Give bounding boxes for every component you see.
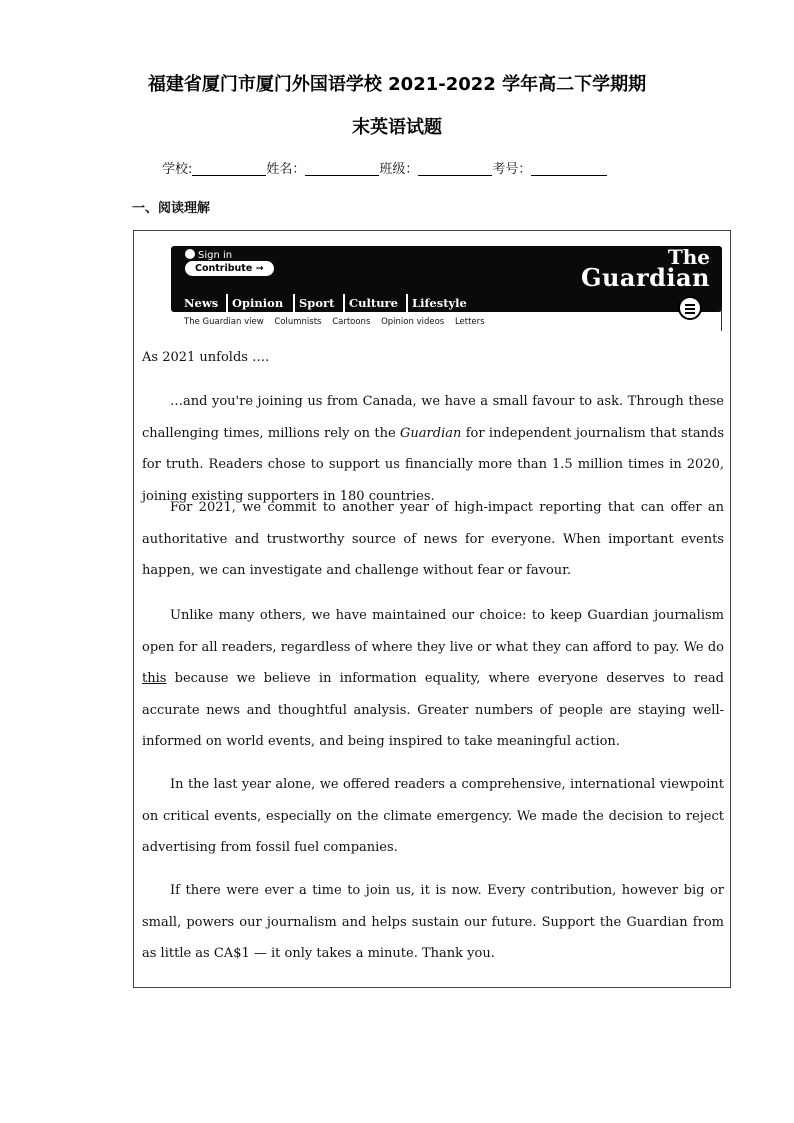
sign-in-link[interactable]: [185, 249, 232, 261]
p3-text-b: because we believe in information equality, where everyone deserves to read accurate news and thoughtful analysis. Greater numbers of people are staying well-informed on world events, and being inspired to take meaningful action.: [142, 671, 724, 749]
nav-news[interactable]: News: [184, 296, 219, 310]
school-blank[interactable]: [192, 161, 266, 176]
article-paragraph-4: In the last year alone, we offered readers a comprehensive, international viewpoint on critical events, especially on the climate emergency. We made the decision to reject advertising from fossil fuel companies.: [142, 777, 724, 855]
sign-in-label: Sign in: [198, 250, 233, 261]
name-blank[interactable]: [305, 161, 379, 176]
nav-separator: [343, 294, 345, 312]
menu-icon[interactable]: [678, 296, 702, 320]
subnav-cartoons[interactable]: Cartoons: [332, 317, 371, 327]
user-icon: [185, 249, 195, 259]
guardian-banner: [171, 246, 722, 331]
exam-title-line1: 福建省厦门市厦门外国语学校 2021-2022 学年高二下学期期: [147, 74, 647, 95]
article-paragraph-5: If there were ever a time to join us, it is now. Every contribution, however big or small, powers our journalism and helps sustain our future. Support the Guardian from as little as CA$1 — it only takes a minute. Thank you.: [142, 883, 724, 961]
nav-sport[interactable]: Sport: [299, 296, 335, 310]
exam-number-label: 考号：: [492, 162, 532, 177]
subnav-letters[interactable]: Letters: [454, 317, 485, 327]
class-label: 班级：: [379, 162, 419, 177]
main-nav: [171, 294, 722, 312]
logo-the: The: [667, 245, 710, 269]
exam-title-line2: 末英语试题: [352, 117, 442, 138]
student-info-fields: [162, 158, 607, 177]
school-label: 学校:: [162, 162, 193, 177]
contribute-button[interactable]: Contribute →: [185, 261, 274, 276]
p1-text-a: …and you're joining us from Canada, we have a small favour to ask. Through these challenging times, millions rely on the: [142, 394, 724, 441]
article-intro: As 2021 unfolds ….: [142, 350, 270, 365]
p1-text-b: for independent journalism that stands for truth. Readers chose to support us financially more than 1.5 million times in 2020, joining existing supporters in 180 countries.: [142, 425, 724, 504]
p3-underlined-this: this: [142, 671, 167, 686]
name-label: 姓名：: [266, 162, 306, 177]
nav-opinion[interactable]: Opinion: [232, 296, 284, 310]
subnav-opinion-videos[interactable]: Opinion videos: [381, 317, 445, 327]
subnav-columnists[interactable]: Columnists: [274, 317, 322, 327]
section-heading: 一、阅读理解: [132, 201, 211, 216]
subnav-guardian-view[interactable]: The Guardian view: [184, 317, 264, 327]
nav-separator: [226, 294, 228, 312]
class-blank[interactable]: [418, 161, 492, 176]
nav-lifestyle[interactable]: Lifestyle: [412, 296, 467, 310]
p3-text-a: Unlike many others, we have maintained our choice: to keep Guardian journalism open for all readers, regardless of where they live or what they can afford to pay. We do: [142, 608, 724, 655]
nav-separator: [293, 294, 295, 312]
banner-divider: [721, 308, 722, 331]
article-paragraph-3: [142, 600, 724, 758]
p1-guardian-italic: Guardian: [400, 425, 462, 441]
logo-guardian: Guardian: [580, 263, 710, 292]
sub-nav: [184, 317, 493, 327]
exam-number-blank[interactable]: [531, 161, 607, 176]
article-paragraph-2: For 2021, we commit to another year of high-impact reporting that can offer an authoritative and trustworthy source of news for everyone. When important events happen, we can investigate and challenge without fear or favour.: [142, 500, 724, 578]
guardian-logo: [580, 245, 710, 292]
nav-separator: [406, 294, 408, 312]
nav-culture[interactable]: Culture: [349, 296, 398, 310]
